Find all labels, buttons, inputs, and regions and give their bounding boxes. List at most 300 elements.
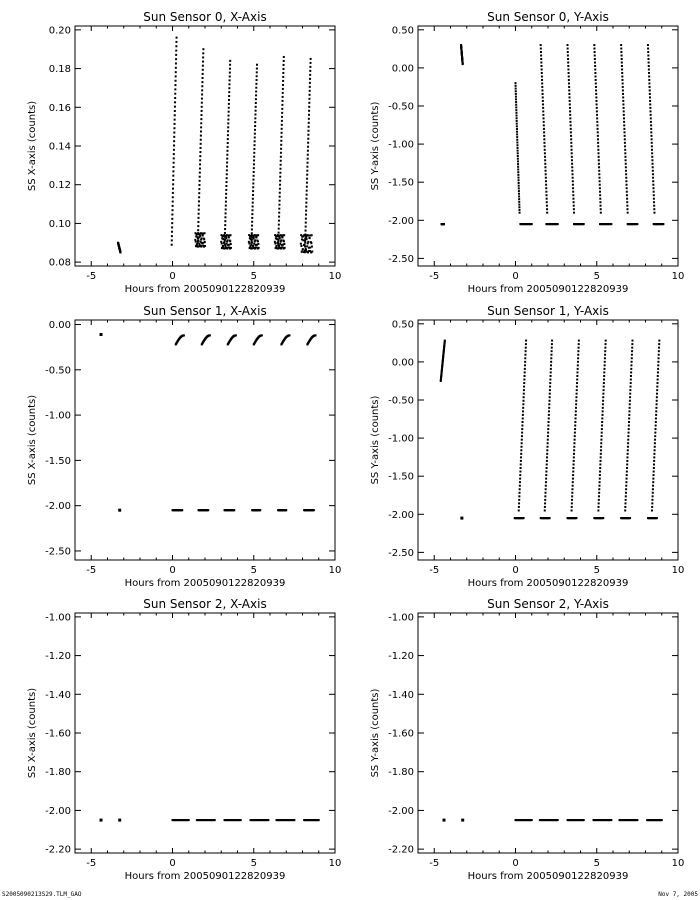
data-point (306, 174, 308, 176)
data-point (171, 222, 173, 224)
data-point (649, 100, 651, 102)
data-point (306, 178, 308, 180)
data-point (653, 191, 655, 193)
y-tick-label: 0.20 (48, 25, 71, 37)
chart-panel-5 (370, 597, 684, 882)
data-point (573, 449, 575, 451)
chart-title: Sun Sensor 1, X-Axis (143, 304, 267, 318)
data-point (202, 234, 204, 236)
data-point (545, 187, 547, 189)
data-point (309, 78, 311, 80)
y-tick-label: -1.80 (45, 767, 71, 779)
data-point (576, 382, 578, 384)
data-point (118, 509, 121, 512)
data-point (656, 386, 658, 388)
data-point (521, 439, 523, 441)
data-point (567, 51, 569, 53)
data-point (551, 347, 553, 349)
data-point (575, 517, 577, 519)
data-point (175, 71, 177, 73)
data-point (655, 417, 657, 419)
data-point (229, 240, 231, 242)
y-tick-label: 0.08 (48, 257, 71, 269)
data-point (626, 201, 628, 203)
data-point (655, 410, 657, 412)
data-point (226, 181, 228, 183)
data-point (209, 334, 211, 336)
data-point (648, 82, 650, 84)
data-point (652, 170, 654, 172)
data-point (598, 502, 600, 504)
plot-frame (418, 613, 678, 853)
data-point (543, 138, 545, 140)
data-point (283, 234, 285, 236)
data-point (627, 212, 629, 214)
data-point (222, 245, 224, 247)
y-tick-label: -2.00 (45, 805, 71, 817)
data-point (253, 237, 255, 239)
data-point (256, 79, 258, 81)
data-point (279, 176, 281, 178)
data-point (550, 364, 552, 366)
data-point (281, 124, 283, 126)
data-point (230, 234, 232, 236)
data-point (601, 432, 603, 434)
data-point (652, 166, 654, 168)
data-point (172, 209, 174, 211)
data-point (651, 159, 653, 161)
data-point (228, 95, 230, 97)
data-point (174, 97, 176, 99)
data-point (598, 166, 600, 168)
data-point (546, 201, 548, 203)
data-point (628, 417, 630, 419)
data-point (523, 386, 525, 388)
data-point (203, 238, 205, 240)
data-point (305, 226, 307, 228)
data-point (221, 243, 223, 245)
data-point (570, 142, 572, 144)
data-point (572, 187, 574, 189)
data-point (598, 499, 600, 501)
data-point (202, 61, 204, 63)
data-point (520, 453, 522, 455)
data-point (651, 145, 653, 147)
data-point (593, 44, 595, 46)
data-point (279, 184, 281, 186)
data-point (173, 136, 175, 138)
data-point (598, 485, 600, 487)
data-point (175, 63, 177, 65)
data-point (517, 177, 519, 179)
data-point (597, 149, 599, 151)
data-point (279, 172, 281, 174)
data-point (627, 435, 629, 437)
data-point (306, 194, 308, 196)
data-point (547, 432, 549, 434)
chart-panel-2 (27, 304, 341, 589)
y-tick-label: -1.20 (388, 651, 414, 663)
x-tick-label: -5 (429, 858, 440, 869)
data-point (274, 243, 276, 245)
data-point (524, 361, 526, 363)
data-point (305, 236, 307, 238)
data-point (220, 241, 222, 243)
data-point (597, 509, 599, 511)
data-point (549, 389, 551, 391)
x-tick-label: 10 (671, 271, 685, 282)
data-point (595, 79, 597, 81)
data-point (624, 156, 626, 158)
data-point (629, 389, 631, 391)
x-tick-label: -5 (86, 565, 97, 576)
data-point (199, 172, 201, 174)
data-point (621, 79, 623, 81)
data-point (516, 142, 518, 144)
y-axis-label: SS Y-axis (counts) (370, 101, 381, 191)
data-point (620, 51, 622, 53)
data-point (627, 442, 629, 444)
data-point (274, 241, 276, 243)
data-point (601, 414, 603, 416)
data-point (544, 506, 546, 508)
data-point (598, 156, 600, 158)
data-point (543, 142, 545, 144)
data-point (624, 131, 626, 133)
data-point (625, 499, 627, 501)
data-point (281, 104, 283, 106)
y-tick-label: -2.20 (45, 844, 71, 856)
data-point (521, 432, 523, 434)
data-point (281, 116, 283, 118)
data-point (279, 200, 281, 202)
data-point (306, 186, 308, 188)
data-point (259, 509, 261, 511)
data-point (546, 449, 548, 451)
data-point (214, 819, 216, 821)
data-point (255, 98, 257, 100)
data-point (661, 819, 663, 821)
data-point (572, 478, 574, 480)
data-point (620, 48, 622, 50)
data-point (278, 224, 280, 226)
data-point (624, 502, 626, 504)
x-tick-label: 5 (593, 565, 600, 576)
data-point (603, 389, 605, 391)
data-point (225, 185, 227, 187)
data-point (305, 218, 307, 220)
data-point (652, 488, 654, 490)
data-point (202, 48, 204, 50)
y-axis-label: SS X-axis (counts) (27, 394, 38, 486)
data-point (462, 63, 464, 65)
data-point (622, 96, 624, 98)
chart-title: Sun Sensor 0, X-Axis (143, 10, 267, 24)
data-point (542, 103, 544, 105)
data-point (623, 117, 625, 119)
data-point (525, 343, 527, 345)
data-point (252, 198, 254, 200)
data-point (576, 379, 578, 381)
data-point (522, 421, 524, 423)
data-point (546, 463, 548, 465)
data-point (175, 67, 177, 69)
data-point (658, 340, 660, 342)
data-point (520, 463, 522, 465)
data-point (519, 492, 521, 494)
data-point (520, 467, 522, 469)
y-tick-label: 0.10 (48, 218, 71, 230)
data-point (653, 471, 655, 473)
y-tick-label: -2.00 (388, 215, 414, 227)
data-point (202, 73, 204, 75)
data-point (542, 96, 544, 98)
data-point (226, 162, 228, 164)
data-point (204, 241, 206, 243)
data-point (550, 357, 552, 359)
data-point (550, 375, 552, 377)
data-point (172, 201, 174, 203)
data-point (225, 205, 227, 207)
data-point (517, 158, 519, 160)
data-point (307, 158, 309, 160)
data-point (281, 112, 283, 114)
data-point (595, 100, 597, 102)
data-point (599, 201, 601, 203)
data-point (546, 456, 548, 458)
data-point (307, 241, 309, 243)
data-point (279, 192, 281, 194)
data-point (621, 75, 623, 77)
data-point (281, 128, 283, 130)
data-point (521, 442, 523, 444)
chart-panel-1 (370, 10, 684, 295)
data-point (309, 94, 311, 96)
data-point (223, 242, 225, 244)
data-point (225, 201, 227, 203)
data-point (630, 368, 632, 370)
data-point (279, 196, 281, 198)
data-point (583, 223, 585, 225)
data-point (650, 135, 652, 137)
data-point (524, 371, 526, 373)
data-point (650, 117, 652, 119)
data-point (545, 474, 547, 476)
data-point (172, 170, 174, 172)
data-point (610, 819, 612, 821)
data-point (594, 55, 596, 57)
data-point (604, 350, 606, 352)
data-point (600, 453, 602, 455)
data-point (227, 119, 229, 121)
data-point (654, 442, 656, 444)
data-point (649, 93, 651, 95)
data-point (250, 245, 252, 247)
data-point (648, 68, 650, 70)
data-point (228, 236, 230, 238)
data-point (174, 110, 176, 112)
data-point (569, 114, 571, 116)
x-tick-label: 0 (512, 858, 519, 869)
data-point (549, 382, 551, 384)
data-point (625, 180, 627, 182)
data-point (648, 72, 650, 74)
data-point (248, 241, 250, 243)
data-point (518, 509, 520, 511)
data-point (657, 364, 659, 366)
data-point (305, 202, 307, 204)
data-point (545, 170, 547, 172)
data-point (652, 163, 654, 165)
data-point (544, 495, 546, 497)
x-tick-label: 0 (169, 271, 176, 282)
data-point (229, 64, 231, 66)
data-point (543, 128, 545, 130)
data-point (651, 502, 653, 504)
data-point (595, 86, 597, 88)
data-point (174, 93, 176, 95)
y-tick-label: -1.50 (388, 177, 414, 189)
data-point (630, 375, 632, 377)
data-point (647, 55, 649, 57)
data-point (570, 145, 572, 147)
data-point (546, 453, 548, 455)
data-point (551, 343, 553, 345)
data-point (254, 125, 256, 127)
data-point (652, 478, 654, 480)
y-tick-label: -2.20 (388, 844, 414, 856)
data-point (517, 155, 519, 157)
data-point (627, 449, 629, 451)
data-point (267, 819, 269, 821)
data-point (518, 193, 520, 195)
y-tick-label: -2.50 (388, 547, 414, 559)
data-point (201, 81, 203, 83)
data-point (307, 146, 309, 148)
data-point (625, 485, 627, 487)
data-point (630, 386, 632, 388)
data-point (306, 190, 308, 192)
data-point (202, 52, 204, 54)
data-point (173, 157, 175, 159)
data-point (570, 131, 572, 133)
data-point (604, 354, 606, 356)
data-point (302, 248, 304, 250)
data-point (308, 114, 310, 116)
data-point (199, 180, 201, 182)
data-point (550, 354, 552, 356)
data-point (523, 393, 525, 395)
data-point (658, 343, 660, 345)
data-point (603, 375, 605, 377)
data-point (652, 481, 654, 483)
data-point (545, 478, 547, 480)
data-point (255, 87, 257, 89)
data-point (198, 205, 200, 207)
data-point (571, 152, 573, 154)
data-point (599, 180, 601, 182)
data-point (227, 239, 229, 241)
data-point (574, 421, 576, 423)
data-point (516, 139, 518, 141)
data-point (280, 156, 282, 158)
data-point (596, 103, 598, 105)
data-point (172, 192, 174, 194)
data-point (518, 204, 520, 206)
data-point (204, 245, 206, 247)
data-point (307, 138, 309, 140)
data-point (568, 79, 570, 81)
data-point (596, 121, 598, 123)
data-point (600, 208, 602, 210)
data-point (621, 62, 623, 64)
chart-title: Sun Sensor 0, Y-Axis (487, 10, 609, 24)
data-point (310, 62, 312, 64)
data-point (309, 82, 311, 84)
data-point (544, 166, 546, 168)
data-point (573, 208, 575, 210)
data-point (629, 403, 631, 405)
data-point (571, 170, 573, 172)
data-point (652, 180, 654, 182)
data-point (547, 442, 549, 444)
chart-panel-3 (370, 304, 684, 589)
data-point (595, 93, 597, 95)
data-point (578, 347, 580, 349)
data-point (653, 463, 655, 465)
x-tick-label: 10 (671, 565, 685, 576)
data-point (626, 208, 628, 210)
data-point (597, 142, 599, 144)
data-point (628, 414, 630, 416)
data-point (311, 234, 313, 236)
data-point (199, 168, 201, 170)
data-point (226, 165, 228, 167)
data-point (602, 396, 604, 398)
data-point (623, 114, 625, 116)
data-point (516, 125, 518, 127)
y-tick-label: -1.00 (388, 612, 414, 624)
data-point (572, 194, 574, 196)
data-point (252, 205, 254, 207)
data-point (583, 819, 585, 821)
y-tick-label: 0.50 (391, 25, 414, 37)
data-point (599, 467, 601, 469)
data-point (541, 82, 543, 84)
data-point (628, 432, 630, 434)
data-point (226, 173, 228, 175)
data-point (225, 208, 227, 210)
data-point (517, 168, 519, 170)
data-point (201, 98, 203, 100)
data-point (173, 132, 175, 134)
data-point (254, 144, 256, 146)
data-point (656, 517, 658, 519)
data-point (595, 89, 597, 91)
data-point (281, 108, 283, 110)
data-point (226, 154, 228, 156)
data-point (624, 135, 626, 137)
data-point (598, 163, 600, 165)
data-point (255, 106, 257, 108)
data-point (549, 517, 551, 519)
data-point (549, 396, 551, 398)
data-point (282, 72, 284, 74)
data-point (256, 71, 258, 73)
data-point (254, 133, 256, 135)
data-point (624, 138, 626, 140)
data-point (629, 517, 631, 519)
